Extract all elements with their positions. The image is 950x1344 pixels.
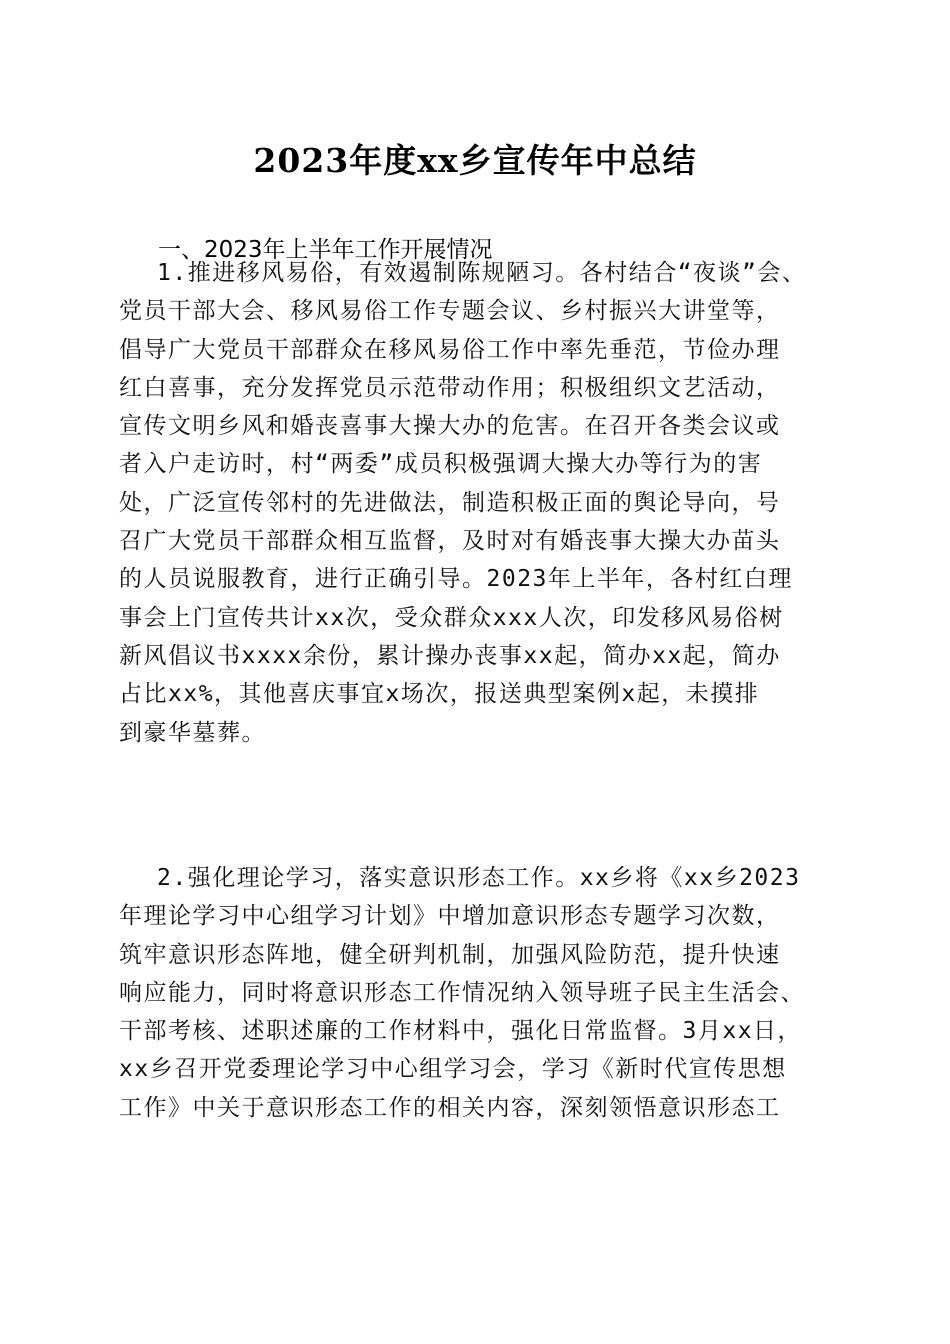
paragraph-line: 处，广泛宣传邻村的先进做法，制造积极正面的舆论导向，号	[119, 489, 781, 516]
paragraph-line: 工作》中关于意识形态工作的相关内容，深刻领悟意识形态工	[119, 1094, 781, 1121]
paragraph-line: 新风倡议书xxxx余份，累计操办丧事xx起，简办xx起，简办	[119, 642, 781, 669]
paragraph-1	[119, 254, 839, 752]
paragraph-2	[119, 859, 839, 1127]
paragraph-line: 倡导广大党员干部群众在移风易俗工作中率先垂范，节俭办理	[119, 336, 781, 363]
paragraph-line: 响应能力，同时将意识形态工作情况纳入领导班子民主生活会、	[119, 979, 805, 1006]
paragraph-line: 占比xx%，其他喜庆事宜x场次，报送典型案例x起，未摸排	[119, 681, 760, 708]
paragraph-line: 到豪华墓葬。	[119, 719, 266, 746]
paragraph-line: xx乡召开党委理论学习中心组学习会，学习《新时代宣传思想	[119, 1056, 787, 1083]
paragraph-line: 1.推进移风易俗，有效遏制陈规陋习。各村结合“夜谈”会、	[157, 260, 807, 286]
document-title: 2023年度xx乡宣传年中总结	[253, 141, 697, 180]
paragraph-line: 宣传文明乡风和婚丧喜事大操大办的危害。在召开各类会议或	[119, 413, 781, 440]
paragraph-line: 筑牢意识形态阵地，健全研判机制，加强风险防范，提升快速	[119, 941, 781, 968]
paragraph-line: 红白喜事，充分发挥党员示范带动作用；积极组织文艺活动，	[119, 374, 781, 401]
paragraph-line: 党员干部大会、移风易俗工作专题会议、乡村振兴大讲堂等，	[119, 298, 781, 325]
paragraph-line: 者入户走访时，村“两委”成员积极强调大操大办等行为的害	[119, 451, 763, 478]
paragraph-line: 事会上门宣传共计xx次，受众群众xxx人次，印发移风易俗树	[119, 604, 784, 631]
section-heading: 一、2023年上半年工作开展情况	[158, 237, 493, 263]
paragraph-line: 年理论学习中心组学习计划》中增加意识形态专题学习次数，	[119, 903, 781, 930]
paragraph-line: 干部考核、述职述廉的工作材料中，强化日常监督。3月xx日，	[119, 1018, 803, 1045]
paragraph-line: 的人员说服教育，进行正确引导。2023年上半年，各村红白理	[119, 566, 793, 593]
paragraph-line: 2.强化理论学习，落实意识形态工作。xx乡将《xx乡2023	[157, 865, 801, 891]
paragraph-line: 召广大党员干部群众相互监督，及时对有婚丧事大操大办苗头	[119, 528, 781, 555]
